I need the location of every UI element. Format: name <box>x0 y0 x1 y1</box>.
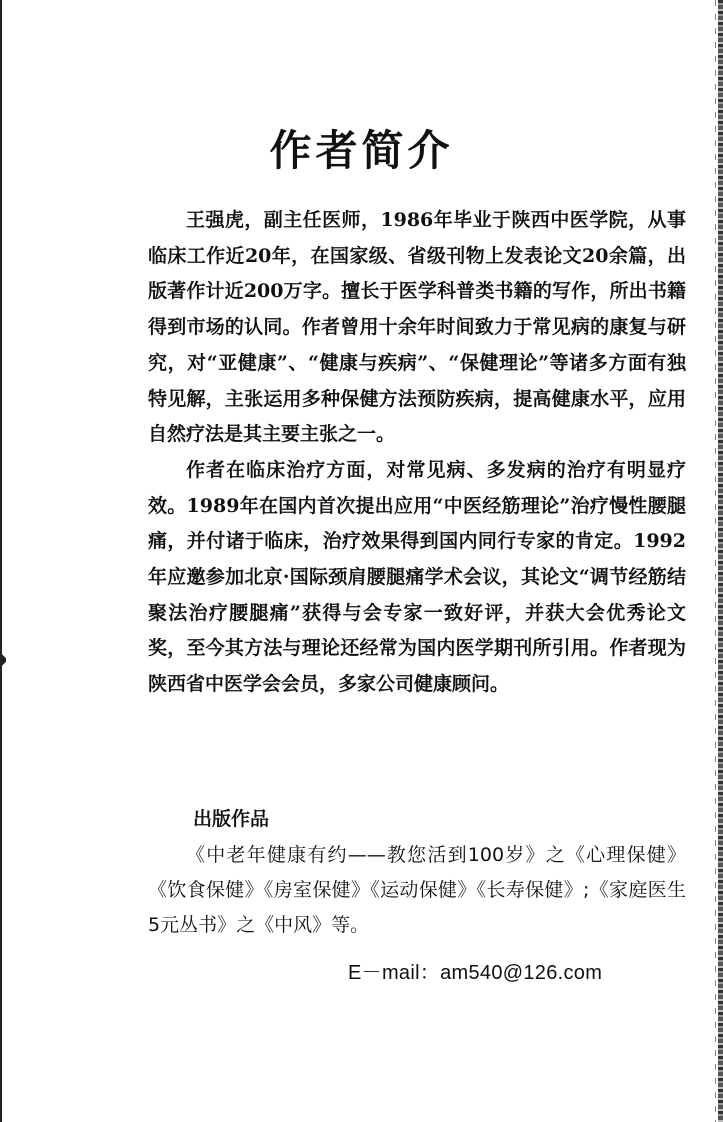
page-title: 作者简介 <box>269 126 454 175</box>
bio-section <box>148 203 686 703</box>
email-address: am540@126.com <box>440 962 603 984</box>
email-label: E－mail： <box>348 962 441 984</box>
works-list: 《中老年健康有约——教您活到100岁》之《心理保健》《饮食保健》《房室保健》《运动保健》《长寿保健》;《家庭医生5元丛书》之《中风》等。 <box>148 844 686 936</box>
works-section <box>148 838 686 943</box>
works-heading: 出版作品 <box>193 808 270 830</box>
bio-paragraph-2: 作者在临床治疗方面，对常见病、多发病的治疗有明显疗效。1989年在国内首次提出应用“中医经筋理论”治疗慢性腰腿痛，并付诸于临床，治疗效果得到国内同行专家的肯定。1992年应邀参加北京·国际颈肩腰腿痛学术会议，其论文“调节经筋结聚法治疗腰腿痛”获得与会专家一致好评，并获大会优秀论文奖，至今其方法与理论还经常为国内医学期刊所引用。作者现为陕西省中医学会会员，多家公司健康顾问。 <box>148 458 686 696</box>
scan-mark <box>0 652 6 668</box>
bio-paragraph-1: 王强虎，副主任医师，1986年毕业于陕西中医学院，从事临床工作近20年，在国家级、省级刊物上发表论文20余篇，出版著作计近200万字。擅长于医学科普类书籍的写作，所出书籍得到市场的认同。作者曾用十余年时间致力于常见病的康复与研究，对“亚健康”、“健康与疾病”、“保健理论”等诸多方面有独特见解，主张运用多种保健方法预防疾病，提高健康水平，应用自然疗法是其主要主张之一。 <box>148 209 686 446</box>
contact-email <box>348 956 602 985</box>
